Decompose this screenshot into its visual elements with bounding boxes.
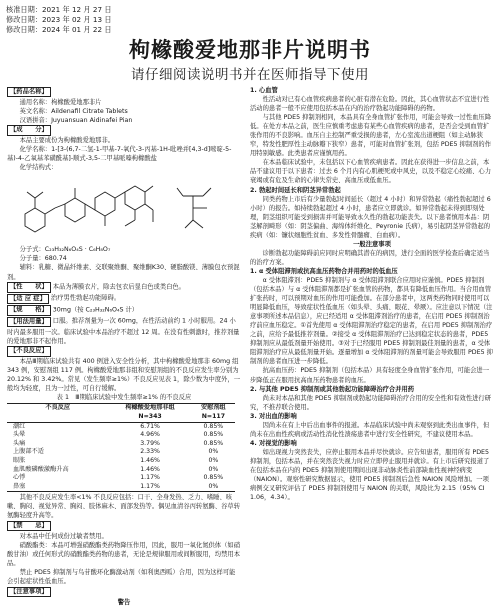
revision-date-1: 修改日期：2023 年 02 月 13 日 — [6, 15, 112, 24]
section-dosage: 【用法用量】 — [7, 317, 51, 328]
chemical-structure-diagram — [7, 174, 232, 240]
section-composition: 【成 分】 — [7, 125, 51, 136]
table-row — [7, 483, 235, 492]
document-title: 枸橼酸爱地那非片说明书 — [129, 38, 371, 62]
paragraph-antihypertensives: 抗高血压药：PDE5 抑制剂（包括本品）具有轻度全身血管扩张作用，可能会进一步降低正在服用抗高血压药物患者的血压。 — [250, 367, 490, 384]
table-row — [7, 466, 235, 475]
contraindication-1: 对本品中任何成份过敏者禁用。 — [19, 532, 108, 540]
chemical-name: 化学名称：1-[3-(6,7-二氢-1-甲基-7-氧代-3-丙基-1H-吡唑并[4,3-d]嘧啶-5-基)-4-乙氧基苯磺酰基]-顺式-3,5-二甲基哌嗪枸橼酸盐 — [7, 146, 232, 163]
paragraph-general-notes: 诊断勃起功能障碍前应同时应明确其潜在的病因，进行全面的医学检查后确定适当的治疗方案。 — [250, 249, 490, 266]
section-description: 【性 状】 — [7, 282, 51, 293]
right-column — [250, 86, 494, 580]
paragraph-combination: 尚未对本品和其他 PDE5 抑制剂或勃起功能障碍治疗合用的安全性和有效性进行研究，不推荐联合使用。 — [250, 394, 492, 411]
table-cell-drug-rate: 2.33% — [140, 448, 160, 456]
adverse-reactions-table — [7, 403, 235, 492]
table-title: 表 1 Ⅲ期临床试验中发生频率≥1% 的不良反应 — [56, 394, 192, 402]
heading-priapism: 2. 勃起时间延长和阴茎异常勃起 — [250, 186, 341, 194]
table-header-placebo-group: 安慰剂组 — [192, 404, 235, 413]
table-header-reaction: 不良反应 — [7, 404, 108, 413]
table-cell-drug-rate: 1.17% — [108, 483, 191, 492]
warning-heading: 警告 — [117, 598, 131, 606]
heading-combination: 2. 与其他 PDE5 抑制剂或其他勃起功能障碍治疗合并用药 — [250, 385, 415, 393]
section-contraindications: 【禁 忌】 — [7, 521, 51, 532]
table-row — [7, 448, 235, 457]
paragraph-cardiovascular-3: 在本品临床试验中，未包括以下心血管疾病患者。因此在获得进一步信息之前，本品不建议用于以下患者：过去 6 个月内有心肌梗死或中风史，以及不稳定心绞痛、心力衰竭或有危及生命的心律失常史、高血压或低血压。 — [250, 159, 491, 185]
table-cell-placebo-rate: 0% — [192, 483, 235, 492]
table-cell-reaction: 血肌酸磷酸激酶升高 — [13, 465, 69, 473]
section-precautions: 【注意事项】 — [7, 587, 51, 598]
heading-vision: 4. 对视觉的影响 — [250, 439, 297, 447]
table-cell-reaction: 心悸 — [13, 474, 26, 482]
paragraph-cardiovascular-1: 性活动对已有心血管疾病患者的心脏有潜在危险。因此，其心血管状态不宜进行性活动的患者一般不应使用包括本品在内的治疗勃起功能障碍的药物。 — [250, 96, 490, 113]
adverse-reactions-text: 本品Ⅲ期临床试验共有 400 例进入安全性分析，其中枸橼酸爱地那非 60mg 组 343 例，安慰剂组 117 例。枸橼酸爱地那非组和安慰剂组的不良反应发生率分别为 20.12% 和 3.42%。常见（发生频率≥1%）不良反应见表 1，除少数为中度外，一般均为轻度，且为一过性，可自行缓解。 — [7, 358, 241, 393]
table-header-drug-group: 枸橼酸爱地那非组 — [108, 404, 191, 413]
section-adverse-reactions: 【不良反应】 — [7, 346, 51, 357]
table-cell-drug-rate: 4.96% — [140, 431, 160, 439]
table-cell-placebo-rate: 0.85% — [203, 439, 224, 447]
table-cell-reaction: 头晕 — [13, 431, 26, 439]
other-adverse-reactions: 其他不良反应发生率<1% 不良反应包括：口干、全身发热、乏力、嗜睡、咳嗽、胸闷、视觉异常、胸闷、肢体麻木、面部发热等。偶见血清谷丙转氨酶、谷草转氨酶轻度升高等。 — [7, 494, 240, 520]
approval-date: 核准日期：2021 年 12 月 27 日 — [6, 5, 112, 14]
table-cell-reaction: 鼻塞 — [7, 483, 108, 492]
table-cell-reaction: 头痛 — [13, 439, 26, 447]
indications-text: 治疗男性勃起功能障碍。 — [50, 294, 121, 302]
table-cell-drug-rate: 6.71% — [140, 422, 160, 430]
main-ingredient: 本品主要成份为枸橼酸爱地那非。 — [19, 137, 115, 145]
section-indications: 【适 应 症】 — [7, 294, 49, 305]
table-cell-reaction: 眼胀 — [13, 456, 26, 464]
heading-cardiovascular: 1. 心血管 — [250, 87, 278, 94]
left-column — [7, 86, 241, 606]
table-cell-reaction: 上腹部不适 — [13, 448, 44, 456]
excipients: 辅料：乳糖、微晶纤维素、交联聚维酮、聚维酮K30、硬脂酸镁、薄膜包衣预混剂。 — [7, 264, 240, 281]
table-cell-drug-rate: 3.79% — [140, 439, 160, 447]
paragraph-alpha-blockers: α 受体阻滞剂：PDE5 抑制剂与 α 受体阻滞剂联合应用时应谨慎。PDE5 抑制剂（包括本品）与 α 受体阻滞剂都是扩张血管的药物，都具有降低血压作用。当合用血管扩张药时，可以预期对血压的作用可能叠加。在部分患者中，这两类药物同时使用可以明显降低血压，导致症状性低血压（如头晕、头痛、眼花、晕厥）。应注意以下情况（注意事项所述本品信息），应已经适用 α 受体阻滞剂治疗的患者，在启用 PDE5 抑制剂治疗前应血压稳定。①首先使用 α 受体阻滞剂治疗稳定的患者，在启用 PDE5 抑制剂治疗之前，应给予最低推荐剂量。②接受 α 受体阻滞剂治疗已达到稳定状态的患者，PDE5 抑制剂应从最低剂量开始使用。③对于已经服用 PDE5 抑制剂最佳剂量的患者，α 受体阻滞剂治疗应从最低剂量开始。逐量增加 α 受体阻滞剂的剂量可能会导致服用 PDE5 抑制剂的患者血压进一步降低。 — [250, 276, 493, 366]
paragraph-cardiovascular-2: 与其他 PDE5 抑制剂相同，本品具有全身血管扩张作用，可能会导致一过性血压降低。在处方本品之前，医生应慎重考虑患有某些心血管疾病的患者，是否会受到血管扩张作用的不良影响。血压自主控制严重受损的患者，左心室流出道梗阻（如主动脉狭窄，特发性肥厚性主动脉瓣下狭窄）患者，可能对血管扩张剂，包括 PDE5 抑制剂的作用特别敏感。此类患者应谨慎用药。 — [250, 114, 492, 158]
table-row — [7, 457, 235, 466]
contraindication-3: 禁止 PDE5 抑制剂与鸟苷酸环化酶激动剂（如利奥西呱）合用，因为这样可能会引起症状性低血压。 — [7, 569, 236, 586]
revision-date-2: 修改日期：2024 年 01 月 22 日 — [6, 25, 112, 34]
table-cell-placebo-rate: 0.85% — [203, 431, 224, 439]
pinyin-name: 汉语拼音：Juyuansuan Aidinafei Pian — [19, 116, 133, 124]
table-row — [7, 431, 235, 440]
table-cell-placebo-rate: 0.85% — [203, 474, 224, 482]
generic-name: 通用名称：枸橼酸爱地那非片 — [19, 98, 102, 106]
heading-bleeding: 3. 对出血的影响 — [250, 412, 297, 420]
table-cell-placebo-rate: 0% — [208, 465, 219, 473]
paragraph-priapism: 同类药物上市后有少量勃起时间延长（超过 4 小时）和异常勃起（痛性勃起超过 6 小时）的报告。如持续勃起超过 4 小时，患者应立即就诊。如异常勃起未得到即刻处理，阴茎组织可能受到损害并可能导致永久性的勃起功能丧失。以下患者慎用本品：阴茎解剖畸形（如：阴茎偏曲、海绵体纤维化、Peyronie 氏病），易引起阴茎异常勃起的疾病（如：镰状细胞性贫血、多发性骨髓瘤、白血病）。 — [250, 195, 491, 239]
paragraph-bleeding: 因尚未在有上中后出血事件的报道。本品临床试验中尚未观察到此类出血事件，但尚未在出血性疾病或活动性消化性溃疡患者中进行安全性研究，不建议使用本品。 — [250, 421, 490, 438]
revision-dates — [6, 5, 112, 35]
heading-alpha-blockers: 1. α 受体阻滞剂或抗高血压药物合并用药时的低血压 — [250, 267, 398, 275]
table-cell-drug-rate: 1.46% — [140, 456, 160, 464]
table-cell-placebo-rate: 0% — [208, 448, 219, 456]
table-cell-drug-rate: 1.17% — [140, 474, 160, 482]
table-row — [7, 474, 235, 483]
paragraph-vision: 如出现视力突然丧失，应停止服用本品并尽快就诊。应告知患者，服用所有 PDE5 抑制剂，包括本品，并在突然丧失视力时应立即停止服用并就诊。有上市后研究报道了在包括本品在内的 PDE5 抑制剂使用期间出现非动脉炎性前部缺血性视神经病变（NAION）。观察性研究数据显示，使用 PDE5 抑制剂后急性 NAION 风险增加。一项病例交叉研究评估了 PDE5 抑制剂使用与 NAION 的关联，风险比为 2.15（95% CI 1.06，4.34）。 — [250, 448, 490, 502]
structure-label: 化学结构式： — [19, 164, 58, 172]
contraindication-2: 硝酸酯类：本品可增强硝酸酯类药物降压作用，因此，服用一氧化氮供体（如硝酸甘油）或任何形式的硝酸酯类药物的患者，无论是规律服用或间断服用，均禁用本品。 — [7, 542, 240, 568]
table-cell-reaction: 潮红 — [13, 422, 26, 430]
table-header-placebo-n: N=117 — [192, 413, 235, 422]
specification-text: 30mg（按 C₂₃H₃₂N₆O₄S 计） — [52, 306, 139, 314]
molecular-formula: 分子式：C₂₃H₃₂N₆O₄S · C₆H₈O₇ — [19, 246, 111, 254]
document-subtitle: 请仔细阅读说明书并在医师指导下使用 — [131, 67, 369, 83]
english-name: 英文名称：Aildenafil Citrate Tablets — [19, 107, 128, 115]
table-header-drug-n: N=343 — [108, 413, 191, 422]
table-cell-drug-rate: 1.46% — [140, 465, 160, 473]
table-cell-placebo-rate: 0% — [208, 456, 219, 464]
description-text: 本品为薄膜衣片，除去包衣后显白色或类白色。 — [52, 283, 186, 291]
molecular-weight: 分子量：680.74 — [19, 255, 67, 263]
table-cell-placebo-rate: 0.85% — [203, 422, 224, 430]
heading-general-notes: 一般注意事项 — [353, 240, 391, 248]
section-specification: 【规 格】 — [7, 305, 51, 316]
section-drug-name: 【药品名称】 — [7, 87, 51, 98]
dosage-text: 口服。推荐剂量为一次 60mg，在性活动前约 1 小时服用。24 小时内最多服用一次。临床试验中本品治疗不超过 12 周。在没有性刺激时，推荐剂量的爱地那非不起作用。 — [7, 317, 240, 345]
table-row — [7, 422, 235, 431]
